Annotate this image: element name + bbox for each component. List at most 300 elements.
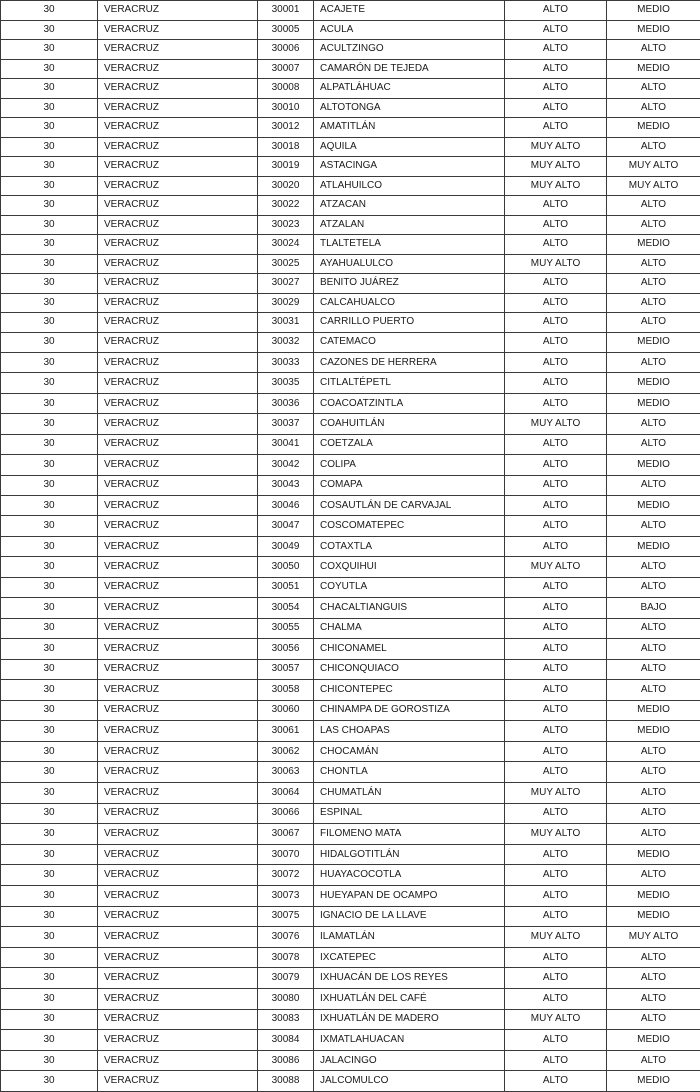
state-name-cell: VERACRUZ: [98, 176, 258, 196]
level-1-cell: ALTO: [505, 59, 607, 79]
municipality-name-cell: COLIPA: [314, 455, 505, 475]
level-2-cell: ALTO: [607, 741, 700, 762]
level-2-cell: ALTO: [607, 1050, 700, 1071]
state-name-cell: VERACRUZ: [98, 373, 258, 393]
table-row: [1, 313, 700, 333]
state-code-cell: 30: [1, 639, 98, 659]
level-1-cell: ALTO: [505, 680, 607, 701]
level-1-cell: ALTO: [505, 20, 607, 40]
municipality-code-cell: 30035: [258, 373, 314, 393]
municipality-name-cell: ASTACINGA: [314, 157, 505, 177]
level-1-cell: ALTO: [505, 196, 607, 216]
state-code-cell: 30: [1, 557, 98, 577]
state-name-cell: VERACRUZ: [98, 824, 258, 845]
level-2-cell: ALTO: [607, 475, 700, 495]
municipality-name-cell: IXCATEPEC: [314, 947, 505, 968]
state-code-cell: 30: [1, 176, 98, 196]
municipality-name-cell: CHICONTEPEC: [314, 680, 505, 701]
state-code-cell: 30: [1, 598, 98, 618]
municipality-name-cell: COSCOMATEPEC: [314, 516, 505, 536]
municipality-code-cell: 30060: [258, 700, 314, 721]
municipality-code-cell: 30019: [258, 157, 314, 177]
level-2-cell: ALTO: [607, 680, 700, 701]
state-name-cell: VERACRUZ: [98, 235, 258, 255]
level-2-cell: ALTO: [607, 414, 700, 434]
table-row: [1, 947, 700, 968]
state-code-cell: 30: [1, 313, 98, 333]
level-1-cell: ALTO: [505, 352, 607, 372]
table-row: [1, 536, 700, 556]
table-row: [1, 680, 700, 701]
state-name-cell: VERACRUZ: [98, 536, 258, 556]
municipality-name-cell: CITLALTÉPETL: [314, 373, 505, 393]
state-code-cell: 30: [1, 254, 98, 274]
table-row: [1, 989, 700, 1010]
level-2-cell: MEDIO: [607, 886, 700, 907]
state-name-cell: VERACRUZ: [98, 783, 258, 804]
municipality-code-cell: 30027: [258, 274, 314, 294]
state-name-cell: VERACRUZ: [98, 98, 258, 118]
municipality-name-cell: ACULTZINGO: [314, 40, 505, 60]
municipality-code-cell: 30032: [258, 332, 314, 352]
table-row: [1, 157, 700, 177]
municipality-name-cell: ACAJETE: [314, 1, 505, 21]
level-1-cell: ALTO: [505, 700, 607, 721]
level-1-cell: ALTO: [505, 434, 607, 454]
table-row: [1, 434, 700, 454]
state-name-cell: VERACRUZ: [98, 865, 258, 886]
state-code-cell: 30: [1, 927, 98, 948]
level-2-cell: ALTO: [607, 783, 700, 804]
state-name-cell: VERACRUZ: [98, 1071, 258, 1092]
level-2-cell: ALTO: [607, 293, 700, 313]
state-code-cell: 30: [1, 783, 98, 804]
municipality-code-cell: 30042: [258, 455, 314, 475]
level-1-cell: ALTO: [505, 536, 607, 556]
municipality-code-cell: 30036: [258, 393, 314, 413]
level-2-cell: ALTO: [607, 762, 700, 783]
municipality-code-cell: 30010: [258, 98, 314, 118]
municipality-name-cell: COMAPA: [314, 475, 505, 495]
state-code-cell: 30: [1, 235, 98, 255]
level-2-cell: MEDIO: [607, 373, 700, 393]
municipality-code-cell: 30063: [258, 762, 314, 783]
state-code-cell: 30: [1, 721, 98, 742]
table-row: [1, 496, 700, 516]
table-row: [1, 639, 700, 659]
level-2-cell: ALTO: [607, 865, 700, 886]
level-1-cell: ALTO: [505, 598, 607, 618]
table-row: [1, 598, 700, 618]
state-code-cell: 30: [1, 989, 98, 1010]
state-name-cell: VERACRUZ: [98, 1009, 258, 1030]
level-1-cell: MUY ALTO: [505, 414, 607, 434]
level-2-cell: ALTO: [607, 659, 700, 680]
municipality-name-cell: CAMARÓN DE TEJEDA: [314, 59, 505, 79]
table-row: [1, 373, 700, 393]
state-name-cell: VERACRUZ: [98, 496, 258, 516]
table-row: [1, 40, 700, 60]
municipality-code-cell: 30046: [258, 496, 314, 516]
municipality-code-cell: 30078: [258, 947, 314, 968]
state-name-cell: VERACRUZ: [98, 59, 258, 79]
state-name-cell: VERACRUZ: [98, 157, 258, 177]
municipality-code-cell: 30088: [258, 1071, 314, 1092]
level-1-cell: ALTO: [505, 79, 607, 99]
state-code-cell: 30: [1, 577, 98, 597]
municipality-name-cell: COTAXTLA: [314, 536, 505, 556]
municipality-name-cell: TLALTETELA: [314, 235, 505, 255]
level-1-cell: ALTO: [505, 989, 607, 1010]
level-1-cell: ALTO: [505, 293, 607, 313]
level-1-cell: ALTO: [505, 455, 607, 475]
municipality-code-cell: 30056: [258, 639, 314, 659]
level-1-cell: ALTO: [505, 947, 607, 968]
level-1-cell: ALTO: [505, 577, 607, 597]
level-2-cell: ALTO: [607, 989, 700, 1010]
level-2-cell: MEDIO: [607, 118, 700, 138]
level-2-cell: ALTO: [607, 968, 700, 989]
level-2-cell: ALTO: [607, 137, 700, 157]
level-2-cell: MEDIO: [607, 721, 700, 742]
level-1-cell: MUY ALTO: [505, 1009, 607, 1030]
municipality-code-cell: 30018: [258, 137, 314, 157]
table-row: [1, 59, 700, 79]
level-1-cell: ALTO: [505, 618, 607, 638]
municipality-code-cell: 30086: [258, 1050, 314, 1071]
table-row: [1, 968, 700, 989]
state-code-cell: 30: [1, 1071, 98, 1092]
state-code-cell: 30: [1, 59, 98, 79]
table-row: [1, 215, 700, 235]
table-row: [1, 235, 700, 255]
municipality-code-cell: 30075: [258, 906, 314, 927]
level-2-cell: BAJO: [607, 598, 700, 618]
level-1-cell: ALTO: [505, 98, 607, 118]
level-2-cell: ALTO: [607, 577, 700, 597]
table-row: [1, 393, 700, 413]
state-name-cell: VERACRUZ: [98, 516, 258, 536]
state-name-cell: VERACRUZ: [98, 680, 258, 701]
municipality-code-cell: 30054: [258, 598, 314, 618]
state-name-cell: VERACRUZ: [98, 659, 258, 680]
state-code-cell: 30: [1, 803, 98, 824]
state-code-cell: 30: [1, 157, 98, 177]
municipality-code-cell: 30012: [258, 118, 314, 138]
level-2-cell: ALTO: [607, 803, 700, 824]
state-name-cell: VERACRUZ: [98, 1, 258, 21]
state-name-cell: VERACRUZ: [98, 79, 258, 99]
state-name-cell: VERACRUZ: [98, 947, 258, 968]
municipality-name-cell: CHUMATLÁN: [314, 783, 505, 804]
level-1-cell: ALTO: [505, 373, 607, 393]
level-2-cell: MEDIO: [607, 20, 700, 40]
level-1-cell: ALTO: [505, 1030, 607, 1051]
municipality-code-cell: 30033: [258, 352, 314, 372]
table-row: [1, 824, 700, 845]
municipality-code-cell: 30031: [258, 313, 314, 333]
level-2-cell: MEDIO: [607, 393, 700, 413]
municipality-name-cell: COETZALA: [314, 434, 505, 454]
state-code-cell: 30: [1, 455, 98, 475]
table-row: [1, 1050, 700, 1071]
level-1-cell: ALTO: [505, 886, 607, 907]
municipality-code-cell: 30024: [258, 235, 314, 255]
state-code-cell: 30: [1, 618, 98, 638]
state-code-cell: 30: [1, 536, 98, 556]
level-2-cell: MUY ALTO: [607, 157, 700, 177]
level-2-cell: ALTO: [607, 516, 700, 536]
municipality-name-cell: BENITO JUÁREZ: [314, 274, 505, 294]
state-name-cell: VERACRUZ: [98, 762, 258, 783]
municipality-code-cell: 30007: [258, 59, 314, 79]
level-1-cell: ALTO: [505, 865, 607, 886]
municipality-code-cell: 30025: [258, 254, 314, 274]
municipality-code-cell: 30029: [258, 293, 314, 313]
level-1-cell: MUY ALTO: [505, 557, 607, 577]
level-1-cell: ALTO: [505, 721, 607, 742]
state-code-cell: 30: [1, 137, 98, 157]
municipality-code-cell: 30080: [258, 989, 314, 1010]
municipality-name-cell: ALPATLÁHUAC: [314, 79, 505, 99]
table-row: [1, 475, 700, 495]
municipality-code-cell: 30083: [258, 1009, 314, 1030]
state-code-cell: 30: [1, 98, 98, 118]
municipality-code-cell: 30062: [258, 741, 314, 762]
state-code-cell: 30: [1, 762, 98, 783]
municipality-name-cell: JALCOMULCO: [314, 1071, 505, 1092]
municipality-name-cell: CATEMACO: [314, 332, 505, 352]
table-row: [1, 137, 700, 157]
municipality-name-cell: CHINAMPA DE GOROSTIZA: [314, 700, 505, 721]
state-code-cell: 30: [1, 40, 98, 60]
table-row: [1, 196, 700, 216]
municipality-code-cell: 30076: [258, 927, 314, 948]
municipality-code-cell: 30043: [258, 475, 314, 495]
municipality-name-cell: CHONTLA: [314, 762, 505, 783]
state-code-cell: 30: [1, 293, 98, 313]
level-1-cell: ALTO: [505, 844, 607, 865]
municipality-name-cell: COSAUTLÁN DE CARVAJAL: [314, 496, 505, 516]
level-1-cell: ALTO: [505, 235, 607, 255]
municipality-code-cell: 30049: [258, 536, 314, 556]
state-code-cell: 30: [1, 20, 98, 40]
state-name-cell: VERACRUZ: [98, 196, 258, 216]
level-2-cell: MEDIO: [607, 906, 700, 927]
table-row: [1, 1009, 700, 1030]
state-code-cell: 30: [1, 844, 98, 865]
state-name-cell: VERACRUZ: [98, 137, 258, 157]
level-2-cell: ALTO: [607, 196, 700, 216]
municipality-name-cell: CHACALTIANGUIS: [314, 598, 505, 618]
municipality-code-cell: 30041: [258, 434, 314, 454]
level-1-cell: ALTO: [505, 1071, 607, 1092]
municipality-name-cell: IXMATLAHUACAN: [314, 1030, 505, 1051]
state-code-cell: 30: [1, 700, 98, 721]
state-name-cell: VERACRUZ: [98, 618, 258, 638]
municipality-code-cell: 30072: [258, 865, 314, 886]
state-name-cell: VERACRUZ: [98, 118, 258, 138]
state-code-cell: 30: [1, 332, 98, 352]
state-name-cell: VERACRUZ: [98, 434, 258, 454]
table-row: [1, 577, 700, 597]
level-1-cell: ALTO: [505, 475, 607, 495]
municipality-name-cell: IXHUATLÁN DEL CAFÉ: [314, 989, 505, 1010]
state-name-cell: VERACRUZ: [98, 741, 258, 762]
municipality-name-cell: HUAYACOCOTLA: [314, 865, 505, 886]
municipality-name-cell: CHICONQUIACO: [314, 659, 505, 680]
table-row: [1, 927, 700, 948]
municipality-name-cell: AQUILA: [314, 137, 505, 157]
municipality-code-cell: 30022: [258, 196, 314, 216]
municipality-code-cell: 30006: [258, 40, 314, 60]
state-name-cell: VERACRUZ: [98, 803, 258, 824]
municipality-code-cell: 30037: [258, 414, 314, 434]
table-row: [1, 79, 700, 99]
level-2-cell: MEDIO: [607, 59, 700, 79]
municipality-name-cell: COACOATZINTLA: [314, 393, 505, 413]
municipality-name-cell: HIDALGOTITLÁN: [314, 844, 505, 865]
state-name-cell: VERACRUZ: [98, 352, 258, 372]
level-1-cell: MUY ALTO: [505, 927, 607, 948]
state-code-cell: 30: [1, 968, 98, 989]
state-code-cell: 30: [1, 274, 98, 294]
state-name-cell: VERACRUZ: [98, 927, 258, 948]
state-name-cell: VERACRUZ: [98, 844, 258, 865]
municipality-name-cell: CHALMA: [314, 618, 505, 638]
table-row: [1, 886, 700, 907]
municipality-name-cell: COAHUITLÁN: [314, 414, 505, 434]
level-2-cell: MEDIO: [607, 496, 700, 516]
level-2-cell: MEDIO: [607, 536, 700, 556]
level-2-cell: ALTO: [607, 40, 700, 60]
municipality-name-cell: ATLAHUILCO: [314, 176, 505, 196]
state-code-cell: 30: [1, 659, 98, 680]
state-name-cell: VERACRUZ: [98, 313, 258, 333]
municipality-name-cell: LAS CHOAPAS: [314, 721, 505, 742]
municipality-code-cell: 30008: [258, 79, 314, 99]
state-name-cell: VERACRUZ: [98, 598, 258, 618]
level-1-cell: ALTO: [505, 659, 607, 680]
state-code-cell: 30: [1, 1030, 98, 1051]
level-1-cell: ALTO: [505, 332, 607, 352]
level-2-cell: MUY ALTO: [607, 176, 700, 196]
table-row: [1, 741, 700, 762]
municipality-code-cell: 30023: [258, 215, 314, 235]
table-row: [1, 516, 700, 536]
level-1-cell: ALTO: [505, 215, 607, 235]
level-1-cell: MUY ALTO: [505, 176, 607, 196]
level-1-cell: ALTO: [505, 274, 607, 294]
municipality-name-cell: ESPINAL: [314, 803, 505, 824]
level-1-cell: ALTO: [505, 741, 607, 762]
state-name-cell: VERACRUZ: [98, 989, 258, 1010]
municipality-name-cell: COYUTLA: [314, 577, 505, 597]
table-row: [1, 659, 700, 680]
state-name-cell: VERACRUZ: [98, 577, 258, 597]
state-name-cell: VERACRUZ: [98, 1030, 258, 1051]
municipality-name-cell: COXQUIHUI: [314, 557, 505, 577]
table-row: [1, 557, 700, 577]
municipality-name-cell: ATZALAN: [314, 215, 505, 235]
table-row: [1, 1071, 700, 1092]
level-2-cell: ALTO: [607, 352, 700, 372]
state-code-cell: 30: [1, 352, 98, 372]
level-2-cell: ALTO: [607, 557, 700, 577]
state-code-cell: 30: [1, 824, 98, 845]
municipality-name-cell: IXHUATLÁN DE MADERO: [314, 1009, 505, 1030]
state-name-cell: VERACRUZ: [98, 215, 258, 235]
level-2-cell: ALTO: [607, 618, 700, 638]
state-code-cell: 30: [1, 215, 98, 235]
municipality-name-cell: ATZACAN: [314, 196, 505, 216]
municipality-name-cell: IXHUACÁN DE LOS REYES: [314, 968, 505, 989]
level-1-cell: ALTO: [505, 803, 607, 824]
municipality-name-cell: IGNACIO DE LA LLAVE: [314, 906, 505, 927]
state-code-cell: 30: [1, 118, 98, 138]
level-1-cell: ALTO: [505, 968, 607, 989]
level-2-cell: ALTO: [607, 215, 700, 235]
level-2-cell: ALTO: [607, 79, 700, 99]
municipality-code-cell: 30058: [258, 680, 314, 701]
state-code-cell: 30: [1, 886, 98, 907]
state-name-cell: VERACRUZ: [98, 393, 258, 413]
municipality-code-cell: 30057: [258, 659, 314, 680]
municipality-name-cell: AYAHUALULCO: [314, 254, 505, 274]
state-code-cell: 30: [1, 1050, 98, 1071]
state-name-cell: VERACRUZ: [98, 20, 258, 40]
state-name-cell: VERACRUZ: [98, 639, 258, 659]
state-code-cell: 30: [1, 741, 98, 762]
municipality-name-cell: ILAMATLÁN: [314, 927, 505, 948]
table-row: [1, 803, 700, 824]
level-2-cell: ALTO: [607, 434, 700, 454]
state-name-cell: VERACRUZ: [98, 557, 258, 577]
municipality-code-cell: 30005: [258, 20, 314, 40]
state-code-cell: 30: [1, 1, 98, 21]
level-2-cell: ALTO: [607, 1009, 700, 1030]
level-2-cell: MEDIO: [607, 1, 700, 21]
level-2-cell: MEDIO: [607, 700, 700, 721]
municipality-code-cell: 30001: [258, 1, 314, 21]
level-2-cell: MEDIO: [607, 235, 700, 255]
state-code-cell: 30: [1, 496, 98, 516]
level-1-cell: ALTO: [505, 393, 607, 413]
municipality-code-cell: 30079: [258, 968, 314, 989]
table-row: [1, 274, 700, 294]
table-row: [1, 618, 700, 638]
level-2-cell: ALTO: [607, 254, 700, 274]
state-name-cell: VERACRUZ: [98, 906, 258, 927]
table-row: [1, 455, 700, 475]
municipality-name-cell: CHICONAMEL: [314, 639, 505, 659]
level-1-cell: MUY ALTO: [505, 157, 607, 177]
state-name-cell: VERACRUZ: [98, 274, 258, 294]
state-name-cell: VERACRUZ: [98, 721, 258, 742]
table-row: [1, 1030, 700, 1051]
state-code-cell: 30: [1, 947, 98, 968]
level-1-cell: ALTO: [505, 313, 607, 333]
state-name-cell: VERACRUZ: [98, 332, 258, 352]
level-2-cell: ALTO: [607, 274, 700, 294]
municipality-code-cell: 30070: [258, 844, 314, 865]
municipality-name-cell: JALACINGO: [314, 1050, 505, 1071]
state-code-cell: 30: [1, 475, 98, 495]
table-row: [1, 783, 700, 804]
level-2-cell: ALTO: [607, 313, 700, 333]
table-row: [1, 254, 700, 274]
table-row: [1, 176, 700, 196]
